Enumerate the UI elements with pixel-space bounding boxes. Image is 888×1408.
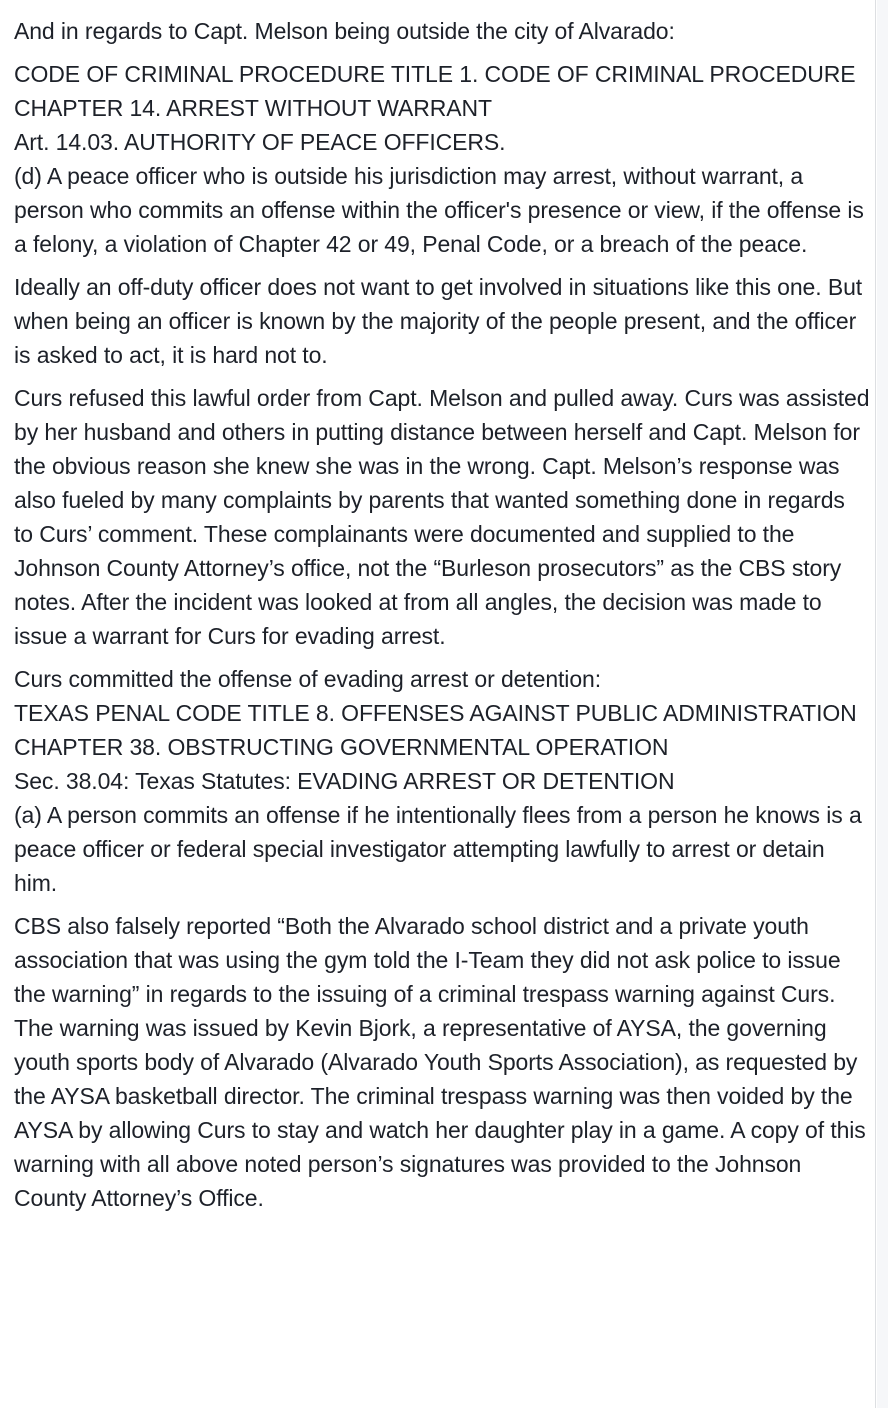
statute-chapter: CHAPTER 14. ARREST WITHOUT WARRANT xyxy=(14,95,492,121)
paragraph-cbs-falsely-reported xyxy=(14,909,870,1215)
paragraph-penal-code xyxy=(14,662,870,900)
statute-text: (d) A peace officer who is outside his jurisdiction may arrest, without warrant, a person who commits an offense within the officer's presence or view, if the offense is a felony, a violation of Chapter 42 or 49, Penal Code, or a breach of the peace. xyxy=(14,163,864,257)
text-line: And in regards to Capt. Melson being outside the city of Alvarado: xyxy=(14,18,675,44)
statute-chapter: CHAPTER 38. OBSTRUCTING GOVERNMENTAL OPERATION xyxy=(14,734,669,760)
statute-title: TEXAS PENAL CODE TITLE 8. OFFENSES AGAINST PUBLIC ADMINISTRATION xyxy=(14,700,857,726)
paragraph-curs-refused xyxy=(14,381,870,653)
post-body xyxy=(14,14,870,1224)
statute-title: CODE OF CRIMINAL PROCEDURE TITLE 1. CODE OF CRIMINAL PROCEDURE xyxy=(14,61,856,87)
statute-text: (a) A person commits an offense if he intentionally flees from a person he knows is a peace officer or federal special investigator attempting lawfully to arrest or detain him. xyxy=(14,802,862,896)
text-line: Curs committed the offense of evading arrest or detention: xyxy=(14,666,601,692)
text-line: CBS also falsely reported “Both the Alvarado school district and a private youth association that was using the gym told the I-Team they did not ask police to issue the warning” in regards to the issuing of a criminal trespass warning against Curs. The warning was issued by Kevin Bjork, a representative of AYSA, the governing youth sports body of Alvarado (Alvarado Youth Sports Association), as requested by the AYSA basketball director. The criminal trespass warning was then voided by the AYSA by allowing Curs to stay and watch her daughter play in a game. A copy of this warning with all above noted person’s signatures was provided to the Johnson County Attorney’s Office. xyxy=(14,913,866,1211)
text-line: Curs refused this lawful order from Capt. Melson and pulled away. Curs was assisted by her husband and others in putting distance between herself and Capt. Melson for the obvious reason she knew she was in the wrong. Capt. Melson’s response was also fueled by many complaints by parents that wanted something done in regards to Curs’ comment. These complainants were documented and supplied to the Johnson County Attorney’s office, not the “Burleson prosecutors” as the CBS story notes. After the incident was looked at from all angles, the decision was made to issue a warrant for Curs for evading arrest. xyxy=(14,385,870,649)
paragraph-off-duty-officer xyxy=(14,270,870,372)
paragraph-code-of-criminal-procedure xyxy=(14,57,870,261)
statute-section: Sec. 38.04: Texas Statutes: EVADING ARREST OR DETENTION xyxy=(14,768,675,794)
statute-article: Art. 14.03. AUTHORITY OF PEACE OFFICERS. xyxy=(14,129,506,155)
text-line: Ideally an off-duty officer does not want to get involved in situations like this one. But when being an officer is known by the majority of the people present, and the officer is asked to act, it is hard not to. xyxy=(14,274,863,368)
paragraph-intro xyxy=(14,14,870,48)
page-gutter xyxy=(877,0,888,1408)
